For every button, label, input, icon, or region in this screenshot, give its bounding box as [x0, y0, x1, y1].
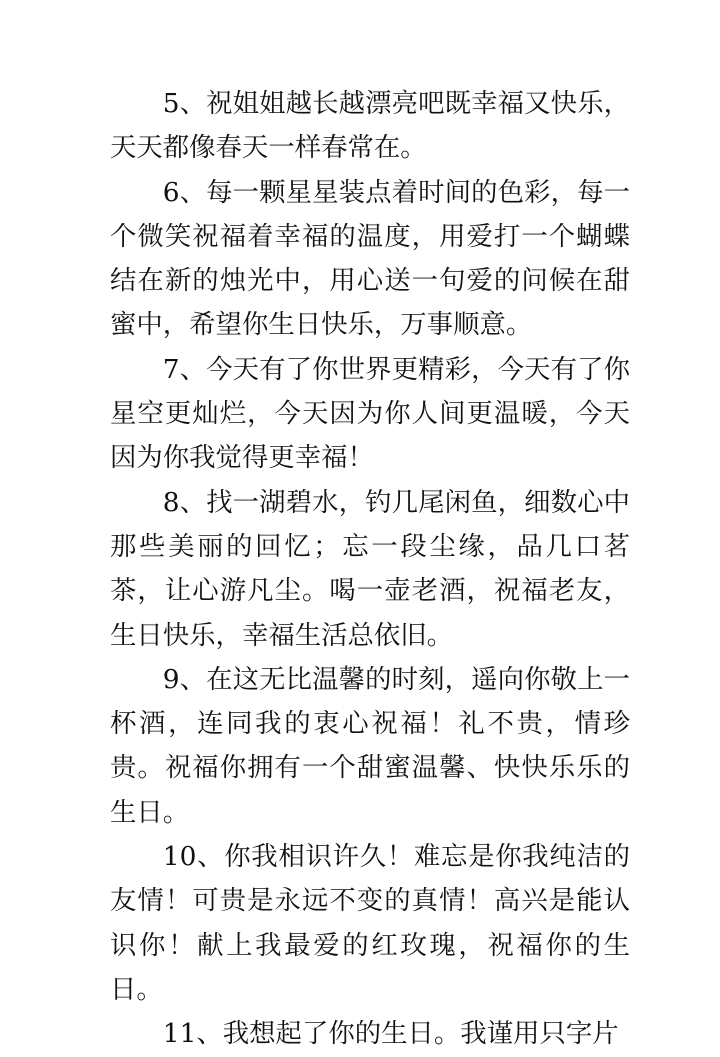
paragraph-8: 8、找一湖碧水，钓几尾闲鱼，细数心中那些美丽的回忆；忘一段尘缘，品几口茗茶，让心游凡尘。喝一壶老酒，祝福老友，生日快乐，幸福生活总依旧。: [110, 486, 630, 651]
paragraph-9: 9、在这无比温馨的时刻，遥向你敬上一杯酒，连同我的衷心祝福！礼不贵，情珍贵。祝福你拥有一个甜蜜温馨、快快乐乐的生日。: [110, 663, 630, 828]
paragraph-11: 11、我想起了你的生日。我谨用只字片: [162, 1018, 619, 1050]
paragraph-6: 6、每一颗星星装点着时间的色彩，每一个微笑祝福着幸福的温度，用爱打一个蝴蝶结在新的烛光中，用心送一句爱的问候在甜蜜中，希望你生日快乐，万事顺意。: [110, 176, 630, 341]
paragraph-5: 5、祝姐姐越长越漂亮吧既幸福又快乐，天天都像春天一样春常在。: [110, 88, 630, 164]
paragraph-7: 7、今天有了你世界更精彩，今天有了你星空更灿烂，今天因为你人间更温暖，今天因为你我觉得更幸福！: [110, 353, 630, 474]
paragraph-10: 10、你我相识许久！难忘是你我纯洁的友情！可贵是永远不变的真情！高兴是能认识你！献上我最爱的红玫瑰，祝福你的生日。: [110, 841, 630, 1005]
document-body: [110, 82, 630, 1057]
